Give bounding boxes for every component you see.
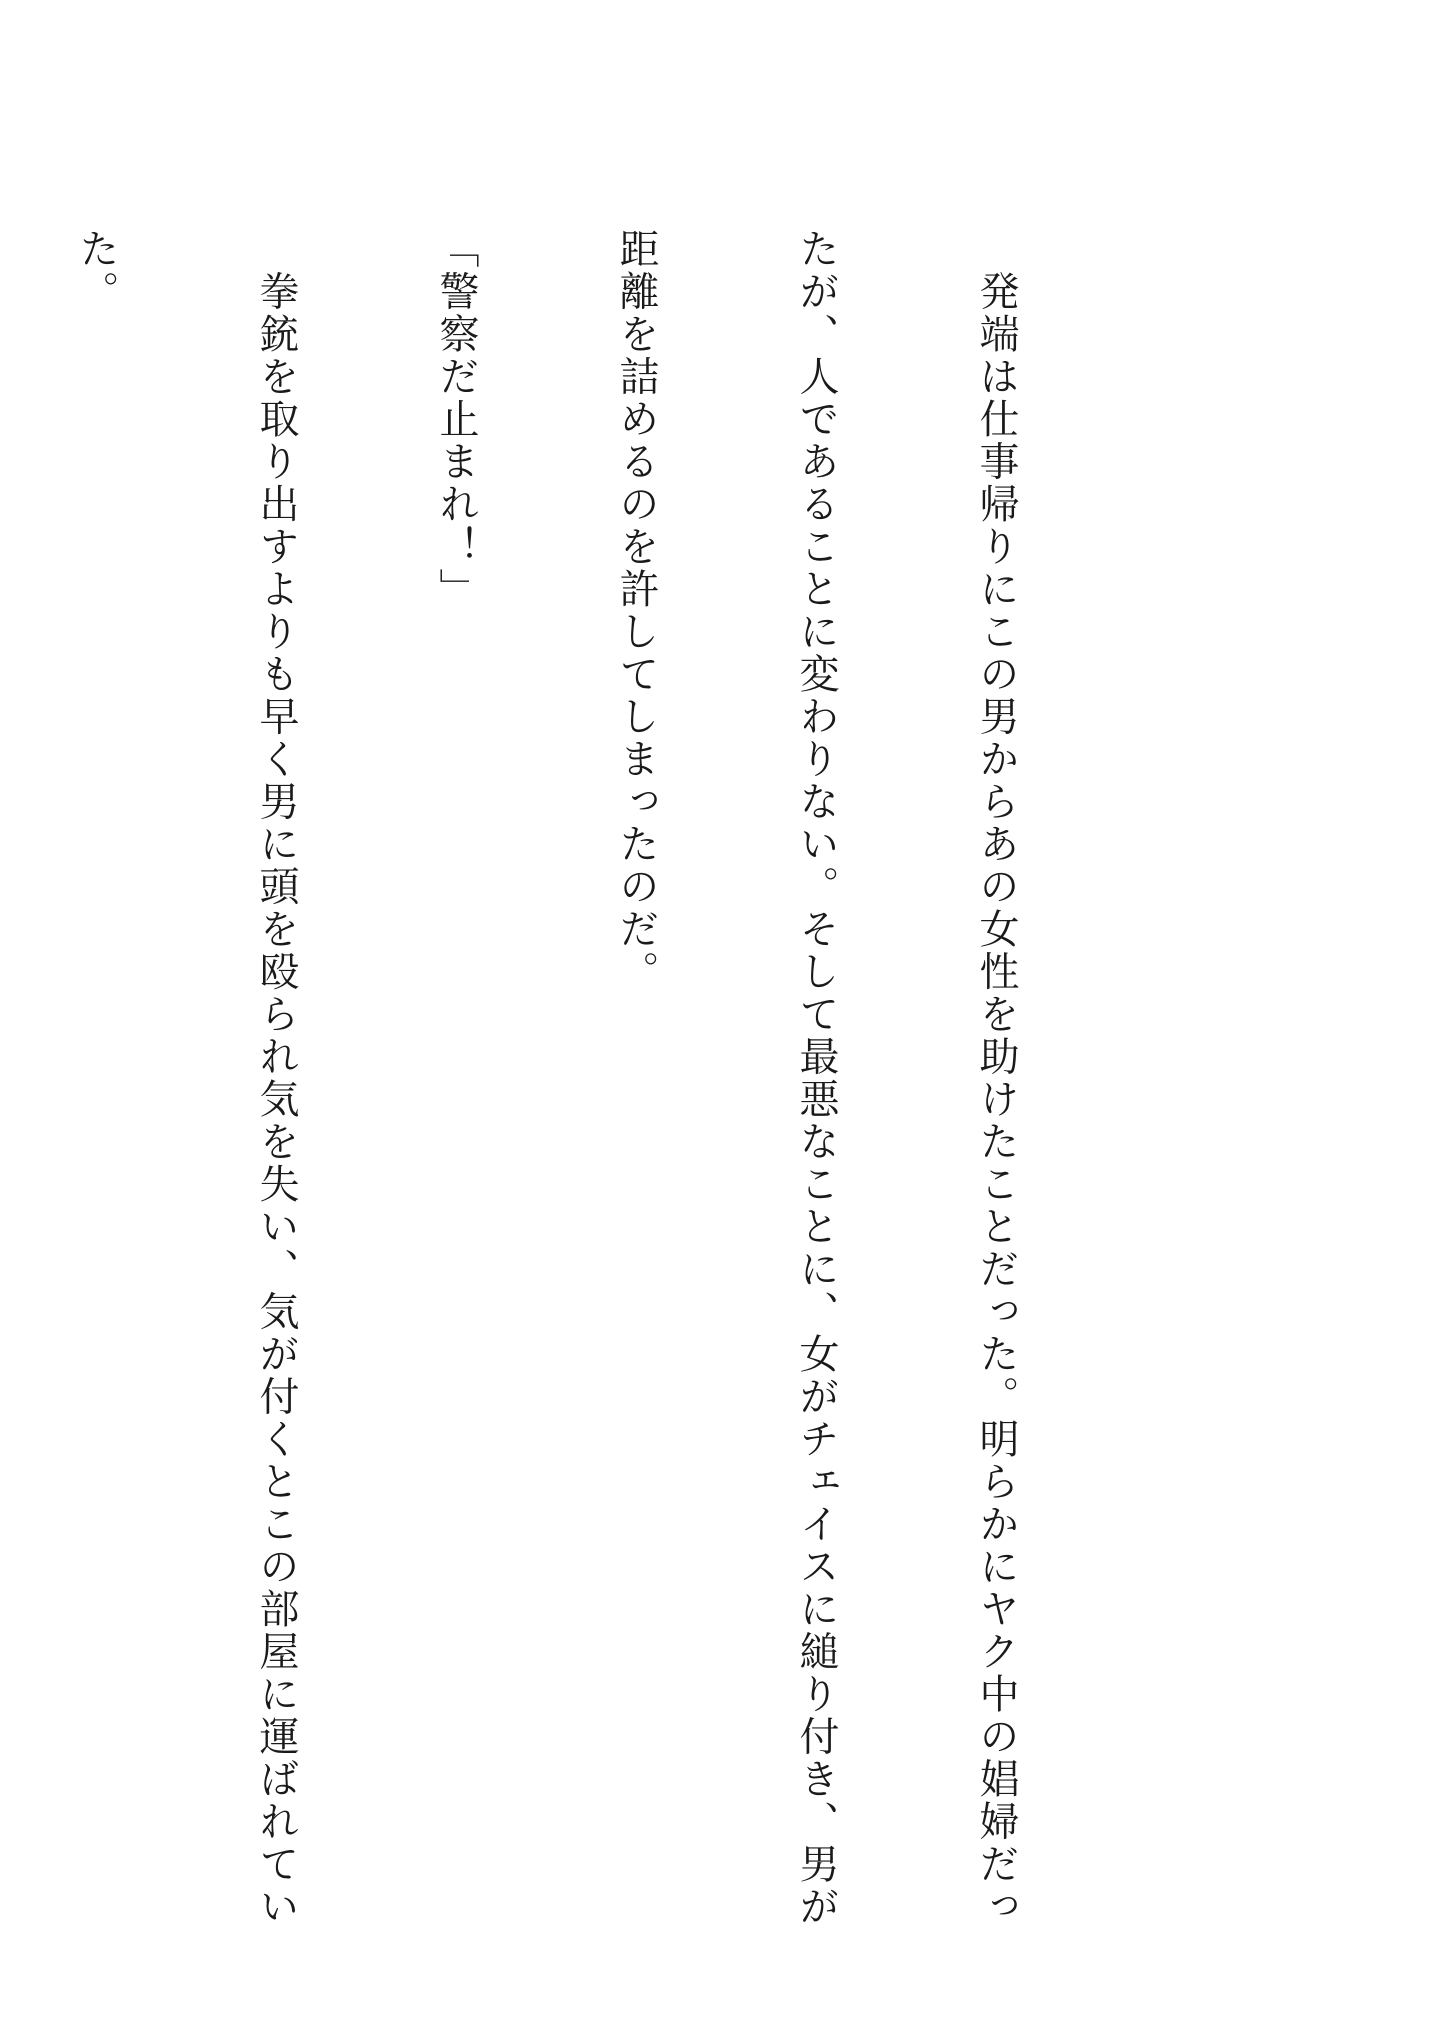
- text-line-6: た。: [73, 228, 119, 313]
- text-line-2: たが、人であることに変わりない。そして最悪なことに、女がチェイスに縋り付き、男が: [793, 228, 839, 1928]
- text-line-1: 発端は仕事帰りにこの男からあの女性を助けたことだった。明らかにヤク中の娼婦だっ: [973, 228, 1019, 1928]
- vertical-body-text: [0, 228, 1146, 1928]
- text-line-5: 拳銃を取り出すよりも早く男に頭を殴られ気を失い、気が付くとこの部屋に運ばれてい: [253, 228, 299, 1928]
- text-line-4: 「警察だ止まれ！」: [433, 228, 479, 611]
- text-line-3: 距離を詰めるのを許してしまったのだ。: [613, 228, 659, 993]
